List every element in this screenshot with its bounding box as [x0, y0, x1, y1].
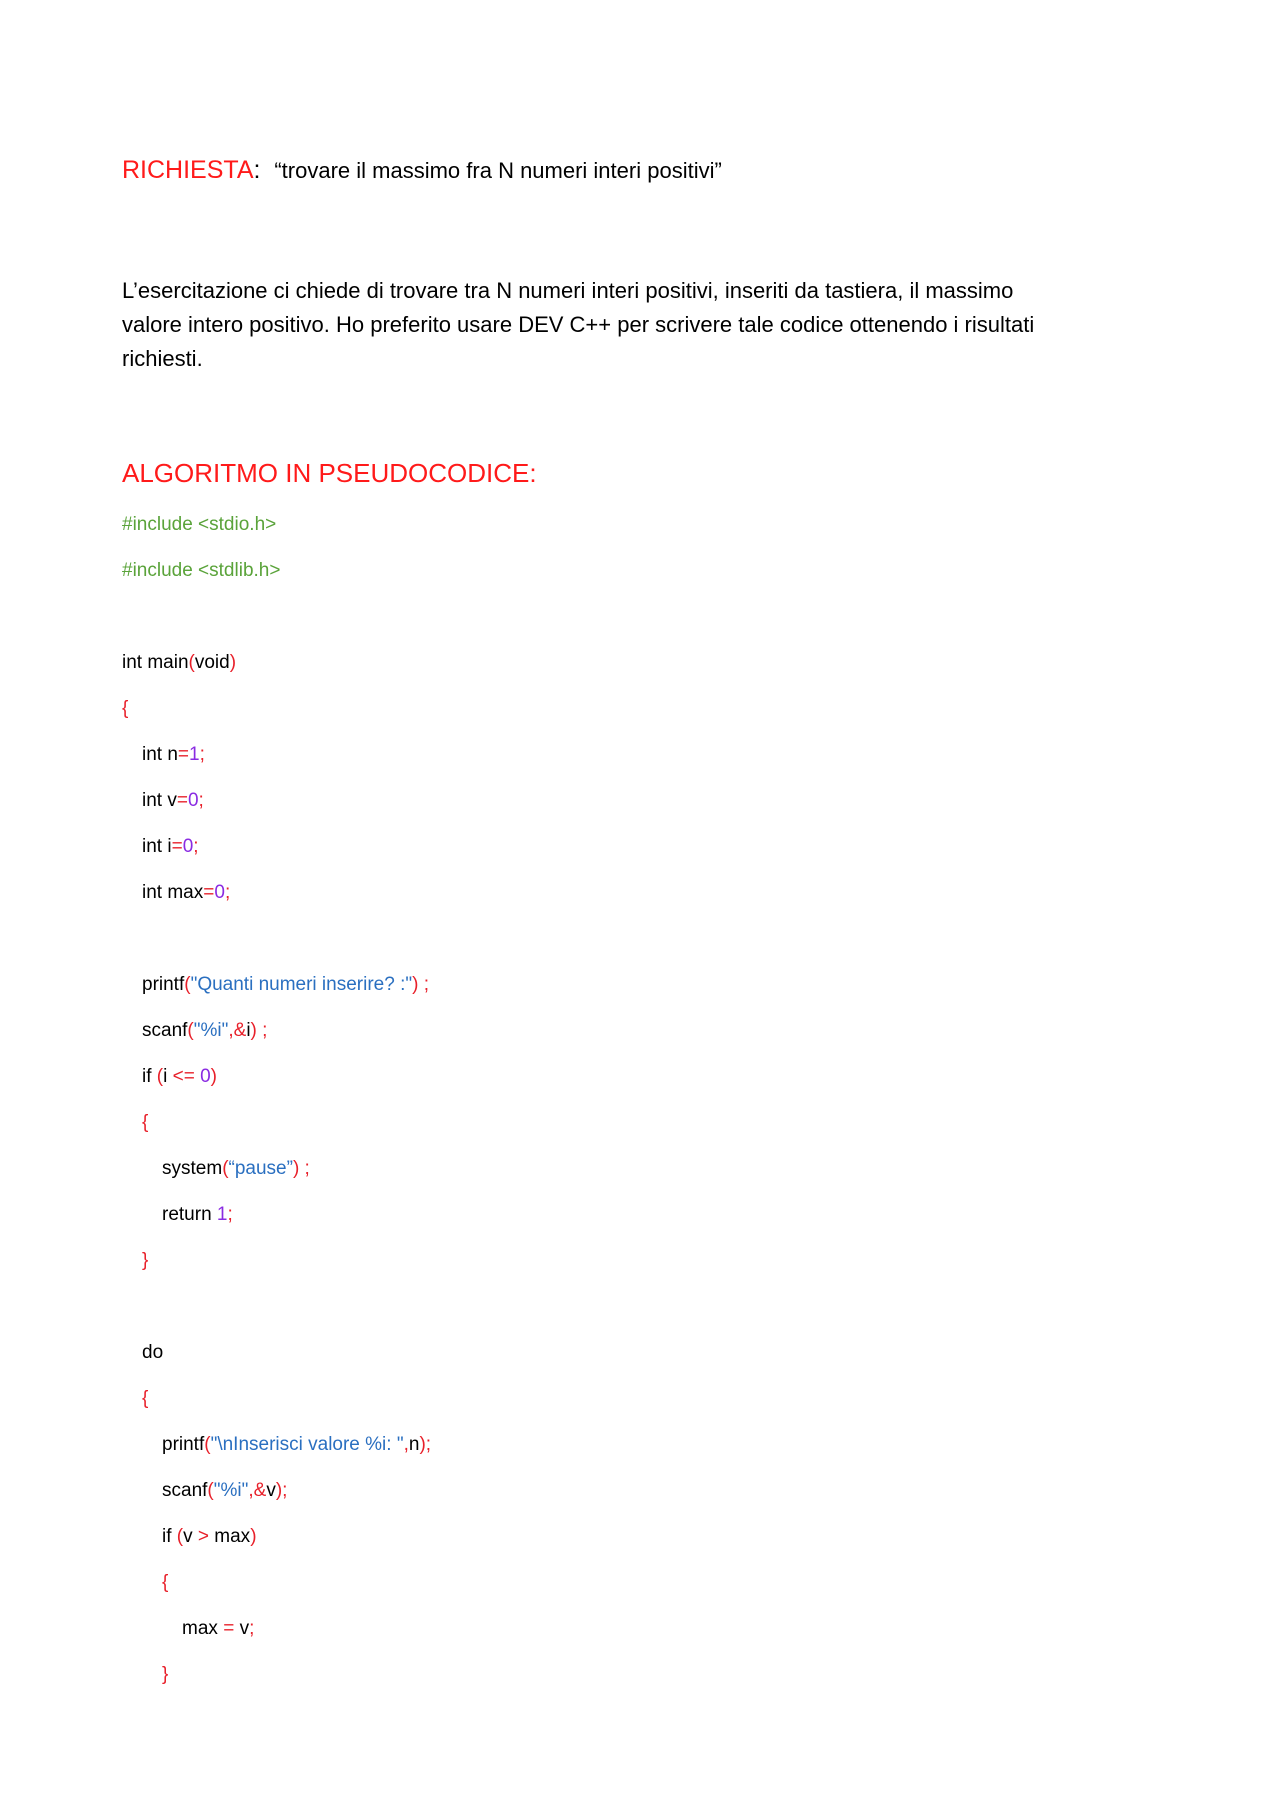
- code-token: 1: [216, 1204, 228, 1225]
- code-token: ;: [199, 744, 205, 765]
- intro-line-2: valore intero positivo. Ho preferito usare DEV C++ per scrivere tale codice ottenendo i risultati: [122, 312, 1035, 337]
- code-token: int max: [142, 882, 204, 903]
- code-token: “pause”: [228, 1158, 293, 1179]
- intro-paragraph: [122, 274, 1122, 376]
- code-token: max: [209, 1526, 251, 1547]
- code-token: 0: [194, 1066, 211, 1087]
- code-token: v: [234, 1618, 250, 1639]
- code-token: int v: [142, 790, 177, 811]
- code-main-signature: [122, 650, 236, 676]
- code-main-brace-open: {: [122, 698, 129, 719]
- code-assign-max: [182, 1616, 254, 1642]
- code-token: ): [250, 1526, 257, 1547]
- code-token: (: [176, 1526, 184, 1547]
- code-token: (: [187, 1020, 194, 1041]
- code-if-max-brace-open: {: [162, 1572, 169, 1593]
- code-token: 1: [189, 744, 200, 765]
- code-token: (: [207, 1480, 214, 1501]
- code-token: =: [171, 836, 183, 857]
- intro-line-1: L’esercitazione ci chiede di trovare tra N numeri interi positivi, inseriti da tastiera, il massimo: [122, 278, 1014, 303]
- code-if-max: [162, 1524, 257, 1550]
- code-token: ,&: [228, 1020, 247, 1041]
- code-include-stdlib: #include <stdlib.h>: [122, 560, 281, 581]
- code-token: ;: [198, 790, 204, 811]
- code-token: (: [204, 1434, 211, 1455]
- section-title: ALGORITMO IN PSEUDOCODICE:: [122, 458, 537, 488]
- code-token: ,: [403, 1434, 409, 1455]
- code-token: 0: [182, 836, 194, 857]
- code-token: ) ;: [292, 1158, 310, 1179]
- code-decl-i: [142, 834, 199, 860]
- code-token: >: [197, 1526, 209, 1547]
- code-token: v: [266, 1480, 276, 1501]
- request-label: RICHIESTA: [122, 156, 254, 184]
- code-token: v: [183, 1526, 198, 1547]
- code-token: n: [408, 1434, 420, 1455]
- code-token: ): [210, 1066, 217, 1087]
- request-text: “trovare il massimo fra N numeri interi positivi”: [274, 158, 722, 183]
- code-token: int i: [142, 836, 172, 857]
- code-token: (: [222, 1158, 229, 1179]
- intro-line-3: richiesti.: [122, 346, 203, 371]
- code-return: [162, 1202, 233, 1228]
- code-do: do: [142, 1342, 164, 1363]
- code-printf-count: [142, 972, 429, 998]
- code-system-pause: [162, 1156, 310, 1182]
- code-token: );: [275, 1480, 288, 1501]
- code-token: 0: [214, 882, 225, 903]
- code-token: =: [223, 1618, 235, 1639]
- code-token: if: [162, 1526, 177, 1547]
- code-if-brace-close: }: [142, 1250, 149, 1271]
- code-token: printf: [162, 1434, 205, 1455]
- request-heading: [122, 156, 722, 185]
- code-token: return: [162, 1204, 217, 1225]
- code-token: 0: [187, 790, 199, 811]
- code-token: ,&: [248, 1480, 267, 1501]
- code-token: scanf: [142, 1020, 188, 1041]
- code-token: ;: [193, 836, 199, 857]
- code-decl-max: [142, 880, 230, 906]
- code-token: scanf: [162, 1480, 208, 1501]
- code-token: =: [203, 882, 215, 903]
- code-token: ) ;: [250, 1020, 268, 1041]
- code-token: i: [163, 1066, 173, 1087]
- code-include-stdio: #include <stdio.h>: [122, 514, 277, 535]
- code-if-count: [142, 1064, 217, 1090]
- code-token: printf: [142, 974, 185, 995]
- code-token: );: [419, 1434, 432, 1455]
- code-token: max: [182, 1618, 224, 1639]
- code-token: ;: [249, 1618, 255, 1639]
- code-printf-value: [162, 1432, 431, 1458]
- code-token: ;: [224, 882, 231, 903]
- code-token: int n: [142, 744, 178, 765]
- code-scanf-value: [162, 1478, 287, 1504]
- code-token: =: [177, 744, 190, 765]
- code-token: =: [176, 790, 188, 811]
- code-token: <=: [172, 1066, 195, 1087]
- code-token: ;: [227, 1204, 233, 1225]
- code-token: if: [142, 1066, 157, 1087]
- code-token: (: [188, 652, 195, 673]
- code-token: ) ;: [412, 974, 429, 995]
- code-token: "%i": [213, 1480, 249, 1501]
- code-if-brace-open: {: [142, 1112, 149, 1133]
- code-if-max-brace-close: }: [162, 1664, 169, 1685]
- code-token: i: [246, 1020, 251, 1041]
- code-token: void: [194, 652, 230, 673]
- code-token: "\nInserisci valore %i: ": [210, 1434, 404, 1455]
- code-token: (: [156, 1066, 164, 1087]
- code-token: (: [184, 974, 191, 995]
- code-token: int main: [122, 652, 189, 673]
- code-scanf-count: [142, 1018, 267, 1044]
- code-token: "%i": [193, 1020, 229, 1041]
- code-token: ): [229, 652, 237, 673]
- code-decl-n: [142, 742, 205, 768]
- code-token: system: [162, 1158, 223, 1179]
- code-decl-v: [142, 788, 204, 814]
- code-token: "Quanti numeri inserire? :": [190, 974, 413, 995]
- request-colon: :: [253, 156, 261, 184]
- code-do-brace-open: {: [142, 1388, 149, 1409]
